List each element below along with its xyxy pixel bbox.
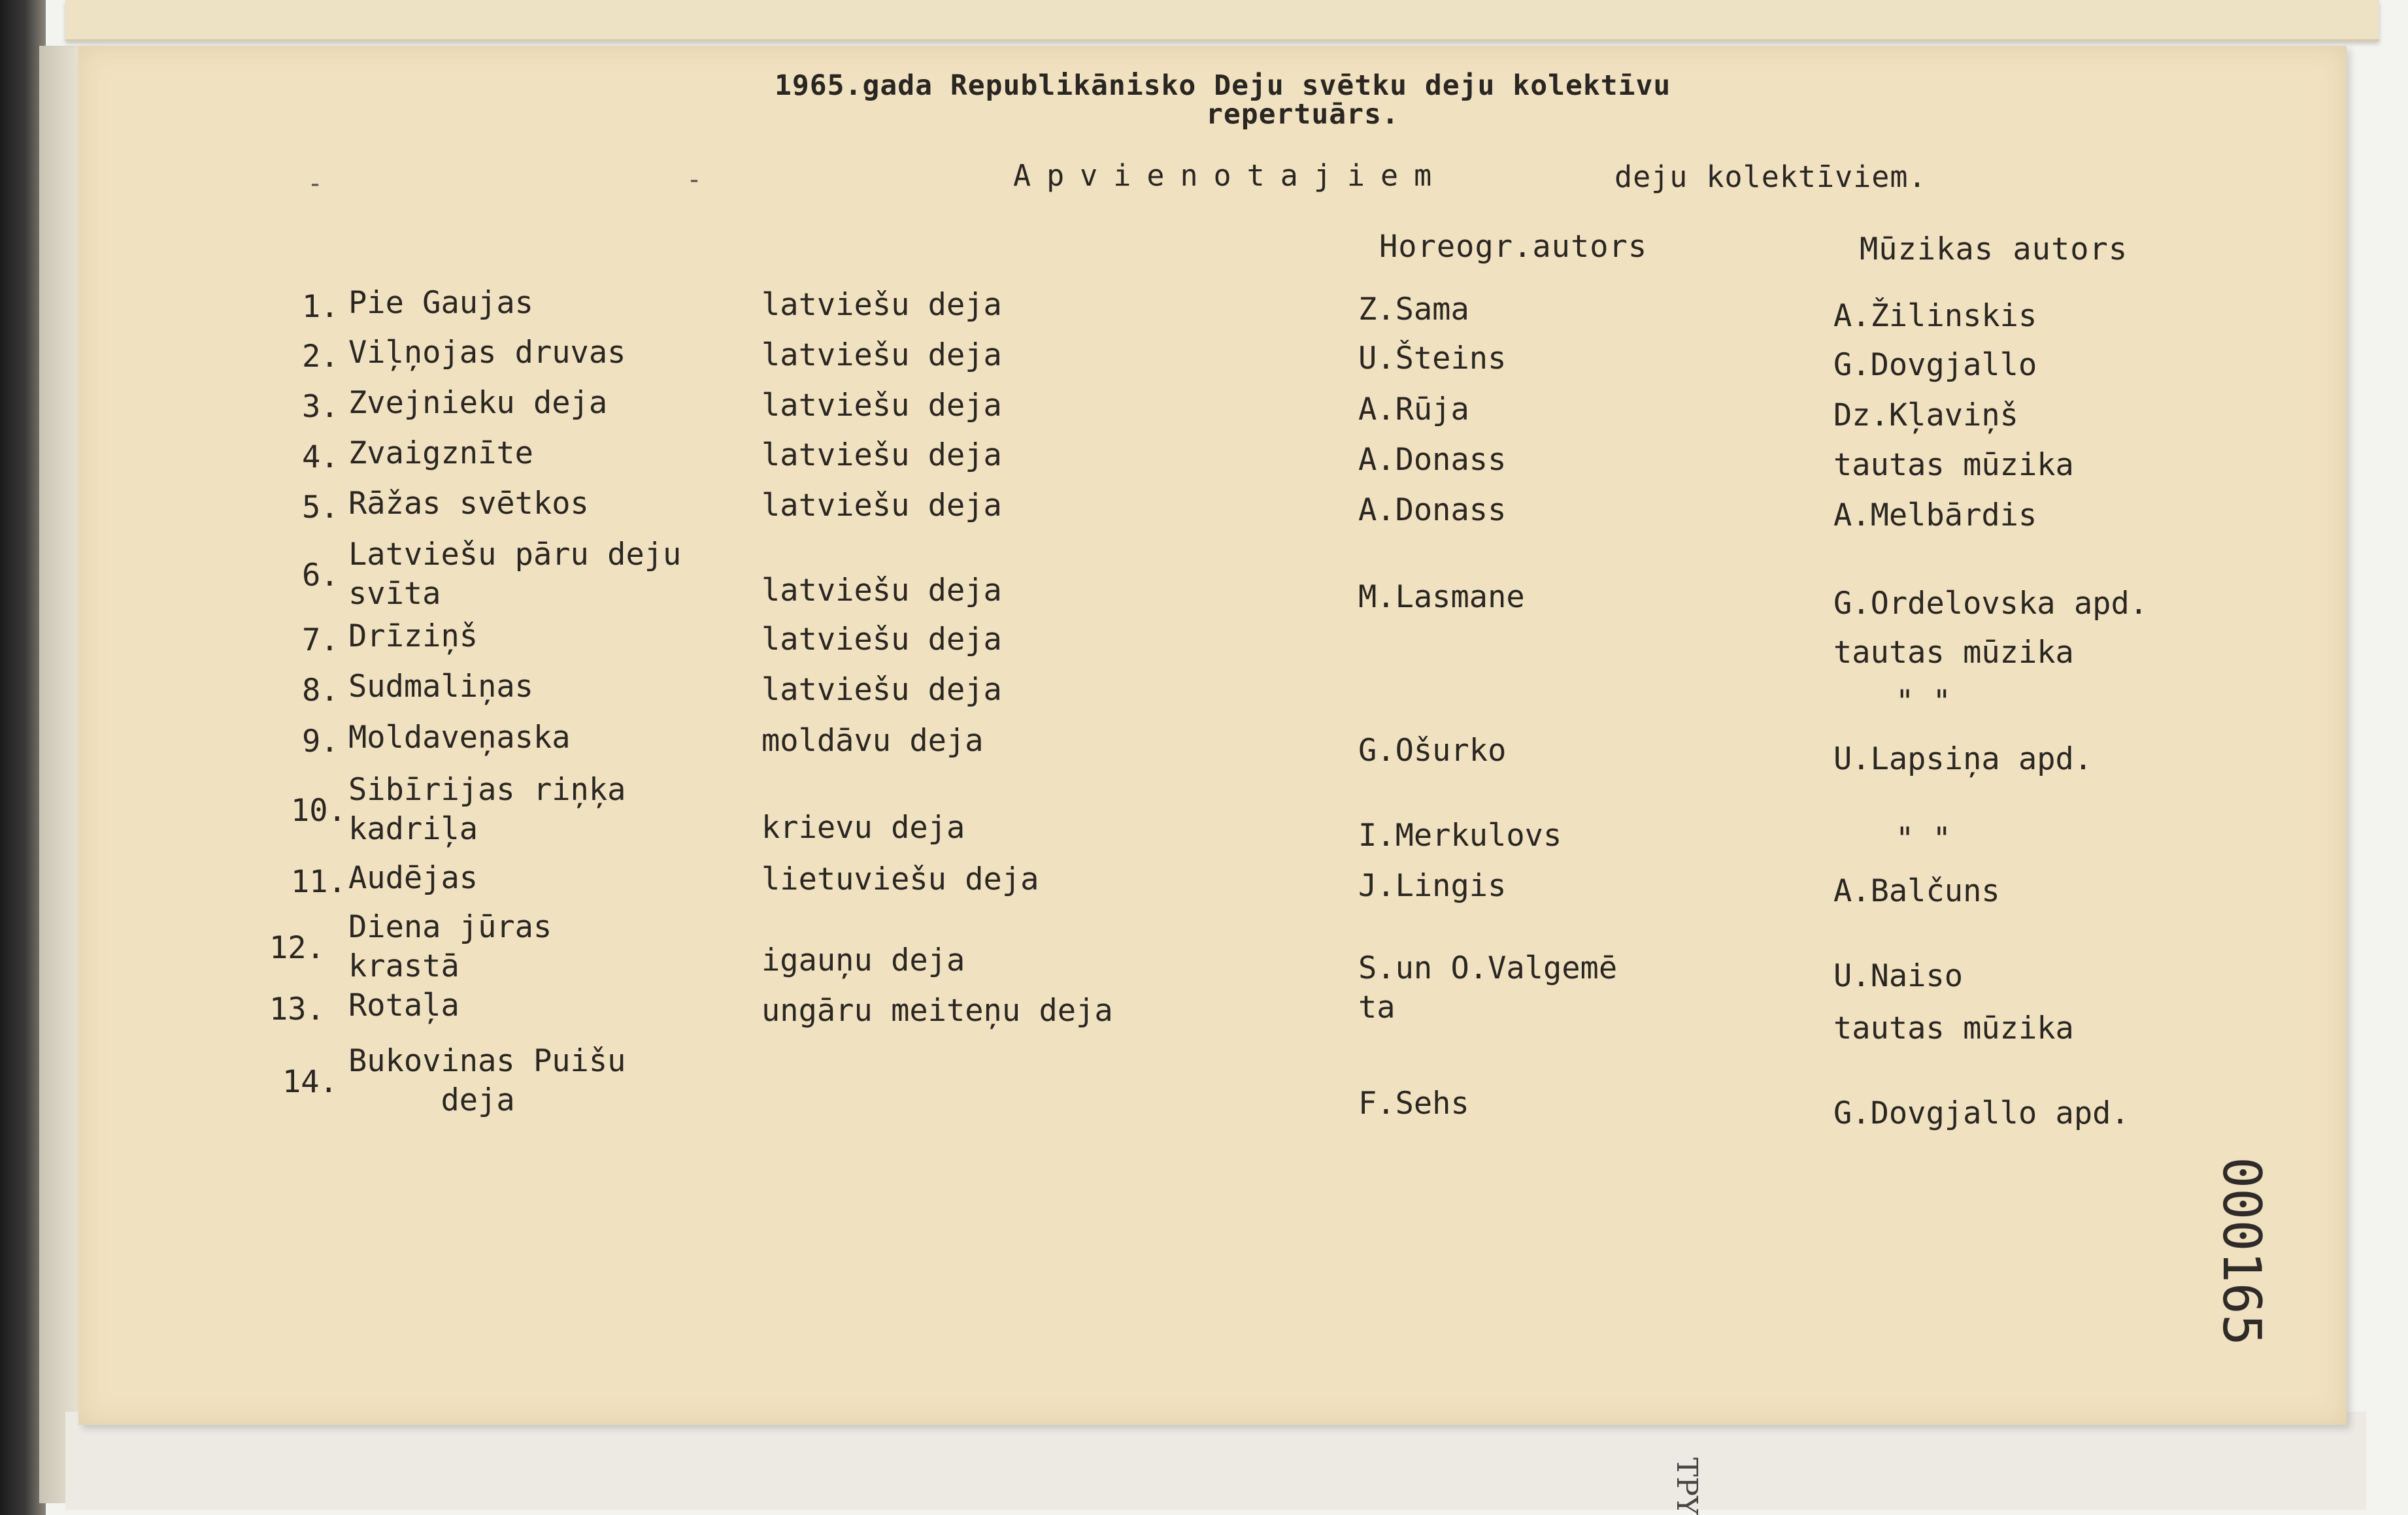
music-author: G.Ordelovska apd.: [1833, 586, 2149, 622]
dance-title: Drīziņš: [348, 618, 478, 654]
music-author: U.Lapsiņa apd.: [1833, 741, 2093, 777]
dance-type: igauņu deja: [761, 942, 965, 978]
dash-mark: -: [307, 169, 324, 199]
column-header-choreographer: Horeogr.autors: [1379, 229, 1648, 265]
row-number: 3.: [302, 389, 339, 425]
dance-title: Pie Gaujas: [348, 285, 533, 321]
row-number: 11.: [291, 864, 346, 900]
margin-mark: [1670, 1457, 1703, 1515]
row-number: 10.: [291, 793, 346, 829]
dance-title: Sibīrijas riņķa kadriļa: [348, 772, 626, 847]
music-author: G.Dovgjallo: [1833, 347, 2037, 383]
row-number: 13.: [269, 991, 325, 1027]
dance-type: latviešu deja: [761, 287, 1002, 323]
dance-type: latviešu deja: [761, 573, 1002, 608]
choreographer: U.Šteins: [1358, 341, 1507, 376]
section-title-rest: deju kolektīviem.: [1614, 159, 1927, 194]
dance-title: Zvejnieku deja: [348, 385, 608, 421]
music-author: " ": [1896, 821, 1951, 857]
choreographer: Z.Sama: [1358, 291, 1469, 327]
column-header-music: Mūzikas autors: [1860, 231, 2128, 267]
dance-type: latviešu deja: [761, 388, 1002, 424]
document-title: 1965.gada Republikānisko Deju svētku deju kolektīvu: [775, 69, 1671, 102]
music-author: tautas mūzika: [1833, 447, 2074, 483]
document-title-cont: repertuārs.: [1206, 98, 1399, 131]
dance-type: lietuviešu deja: [761, 861, 1039, 897]
choreographer: F.Sehs: [1358, 1086, 1469, 1122]
dance-title: Rāžas svētkos: [348, 486, 589, 522]
row-number: 6.: [302, 558, 339, 593]
choreographer: A.Donass: [1358, 492, 1507, 528]
section-title-spaced: Apvienotajiem: [1013, 158, 1448, 193]
dance-title: Viļņojas druvas: [348, 335, 626, 371]
choreographer: S.un O.Valgemē ta: [1358, 950, 1618, 1025]
choreographer: M.Lasmane: [1358, 579, 1525, 615]
lower-margin: [65, 1412, 2366, 1510]
choreographer: I.Merkulovs: [1358, 818, 1562, 854]
music-author: Dz.Kļaviņš: [1833, 397, 2018, 433]
dance-type: latviešu deja: [761, 672, 1002, 708]
dance-type: moldāvu deja: [761, 723, 984, 759]
music-author: tautas mūzika: [1833, 1010, 2074, 1046]
music-author: U.Naiso: [1833, 958, 1964, 994]
dance-type: krievu deja: [761, 810, 965, 846]
music-author: G.Dovgjallo apd.: [1833, 1095, 2130, 1131]
dance-title: Sudmaliņas: [348, 669, 533, 705]
row-number: 12.: [269, 930, 325, 966]
row-number: 9.: [302, 724, 339, 759]
choreographer: A.Rūja: [1358, 391, 1469, 427]
row-number: 1.: [302, 289, 339, 325]
row-number: 8.: [302, 673, 339, 708]
margin-mark-text: TPY: [1670, 1457, 1703, 1515]
archive-number-stamp: [2209, 1157, 2272, 1353]
music-author: " ": [1896, 684, 1951, 720]
choreographer: G.Ošurko: [1358, 733, 1507, 769]
dash-mark: -: [686, 165, 703, 195]
dance-type: latviešu deja: [761, 337, 1002, 373]
music-author: tautas mūzika: [1833, 635, 2074, 671]
dance-title: Moldaveņaska: [348, 720, 571, 756]
dance-title: Audējas: [348, 860, 478, 896]
previous-page-edge: [65, 0, 2379, 41]
archive-number: 000165: [2211, 1157, 2272, 1346]
dance-type: latviešu deja: [761, 437, 1002, 473]
music-author: A.Melbārdis: [1833, 497, 2037, 533]
dance-type: latviešu deja: [761, 622, 1002, 658]
music-author: A.Balčuns: [1833, 873, 2000, 909]
dance-title: Diena jūras krastā: [348, 909, 552, 984]
choreographer: A.Donass: [1358, 442, 1507, 478]
dance-title: Rotaļa: [348, 988, 460, 1024]
dance-title: Latviešu pāru deju svīta: [348, 537, 682, 612]
row-number: 4.: [302, 439, 339, 475]
choreographer: J.Lingis: [1358, 868, 1507, 904]
dance-title: Bukovinas Puišu deja: [348, 1043, 626, 1118]
dance-type: latviešu deja: [761, 488, 1002, 524]
row-number: 5.: [302, 490, 339, 525]
row-number: 7.: [302, 622, 339, 658]
music-author: A.Žilinskis: [1833, 298, 2037, 334]
row-number: 14.: [282, 1064, 338, 1100]
row-number: 2.: [302, 339, 339, 375]
dance-title: Zvaigznīte: [348, 435, 533, 471]
dance-type: ungāru meiteņu deja: [761, 993, 1113, 1029]
